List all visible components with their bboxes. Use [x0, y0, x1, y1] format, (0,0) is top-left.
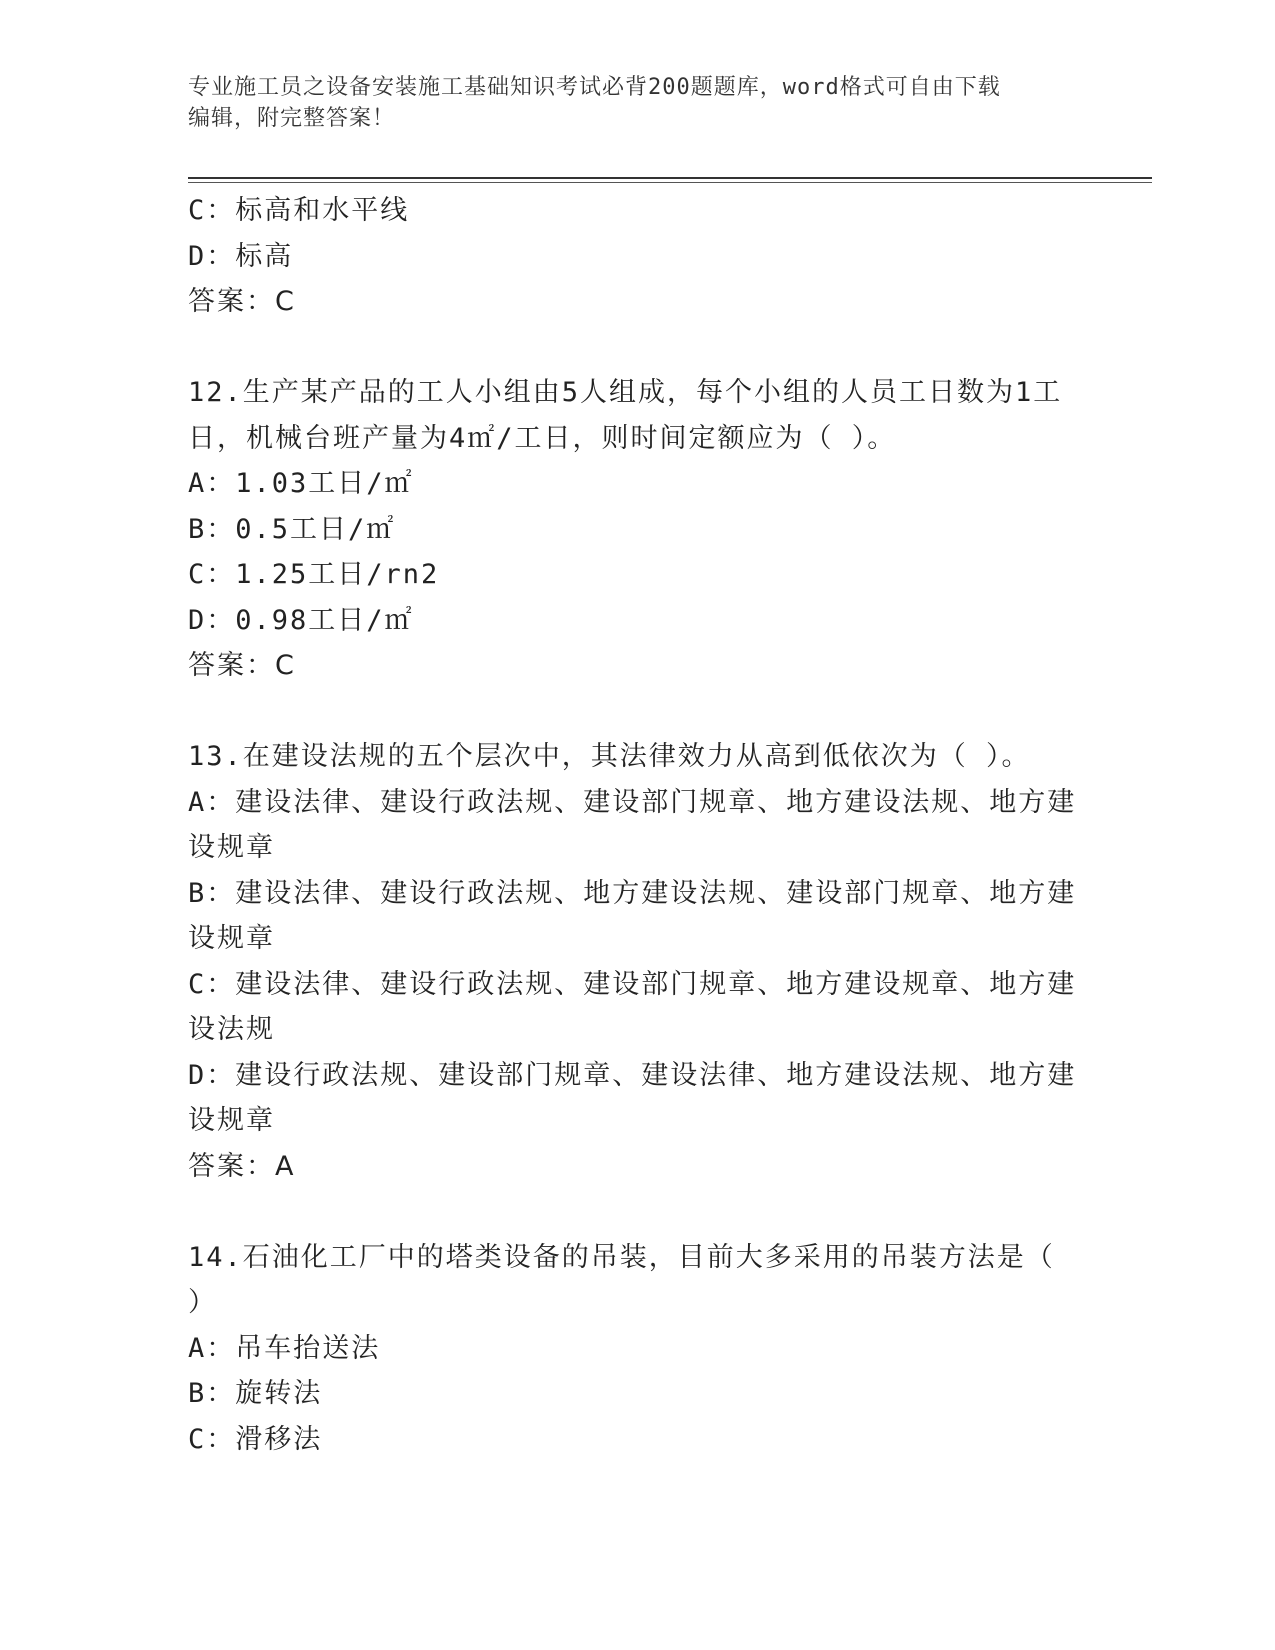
- answer-line: 答案：C: [188, 286, 296, 317]
- option-c: C：标高和水平线: [188, 195, 410, 226]
- question-content: [188, 188, 1088, 1462]
- question-stem: 14.石油化工厂中的塔类设备的吊装，目前大多采用的吊装方法是（: [188, 1241, 1055, 1273]
- answer-line: 答案：A: [188, 1150, 296, 1182]
- option-a: A：吊车抬送法: [188, 1332, 381, 1364]
- option-c: C：滑移法: [188, 1423, 323, 1455]
- option-c-continued: 设法规: [188, 1014, 275, 1045]
- header-line-2: 编辑，附完整答案！: [188, 106, 396, 131]
- option-b: B：旋转法: [188, 1378, 323, 1409]
- question-12: [188, 370, 1088, 689]
- header-line-1: 专业施工员之设备安装施工基础知识考试必背200题题库，word格式可自由下载: [188, 75, 1001, 100]
- option-d: D：建设行政法规、建设部门规章、建设法律、地方建设法规、地方建: [188, 1059, 1077, 1091]
- option-b-continued: 设规章: [188, 923, 275, 954]
- header-divider-thin: [188, 182, 1152, 183]
- option-c: C：1.25工日/rn2: [188, 559, 440, 590]
- option-a-continued: 设规章: [188, 832, 275, 863]
- option-d-continued: 设规章: [188, 1105, 275, 1136]
- document-header: [188, 72, 1068, 134]
- option-b: B：建设法律、建设行政法规、地方建设法规、建设部门规章、地方建: [188, 877, 1077, 909]
- option-b: B：0.5工日/㎡: [188, 513, 396, 545]
- answer-line: 答案：C: [188, 650, 296, 681]
- option-a: A：1.03工日/㎡: [188, 468, 414, 499]
- question-13: [188, 734, 1088, 1189]
- question-stem: 日，机械台班产量为4㎡/工日，则时间定额应为（ ）。: [188, 422, 897, 454]
- question-stem: 12.生产某产品的工人小组由5人组成，每个小组的人员工日数为1工: [188, 377, 1063, 408]
- question-stem: ）: [188, 1287, 217, 1318]
- prev-question: [188, 188, 1088, 325]
- question-stem: 13.在建设法规的五个层次中，其法律效力从高到低依次为（ ）。: [188, 741, 1031, 772]
- question-14: [188, 1235, 1088, 1463]
- option-d: D：0.98工日/㎡: [188, 604, 414, 636]
- option-c: C：建设法律、建设行政法规、建设部门规章、地方建设规章、地方建: [188, 968, 1077, 1000]
- header-divider-thick: [188, 177, 1152, 179]
- option-d: D：标高: [188, 240, 294, 272]
- option-a: A：建设法律、建设行政法规、建设部门规章、地方建设法规、地方建: [188, 786, 1077, 818]
